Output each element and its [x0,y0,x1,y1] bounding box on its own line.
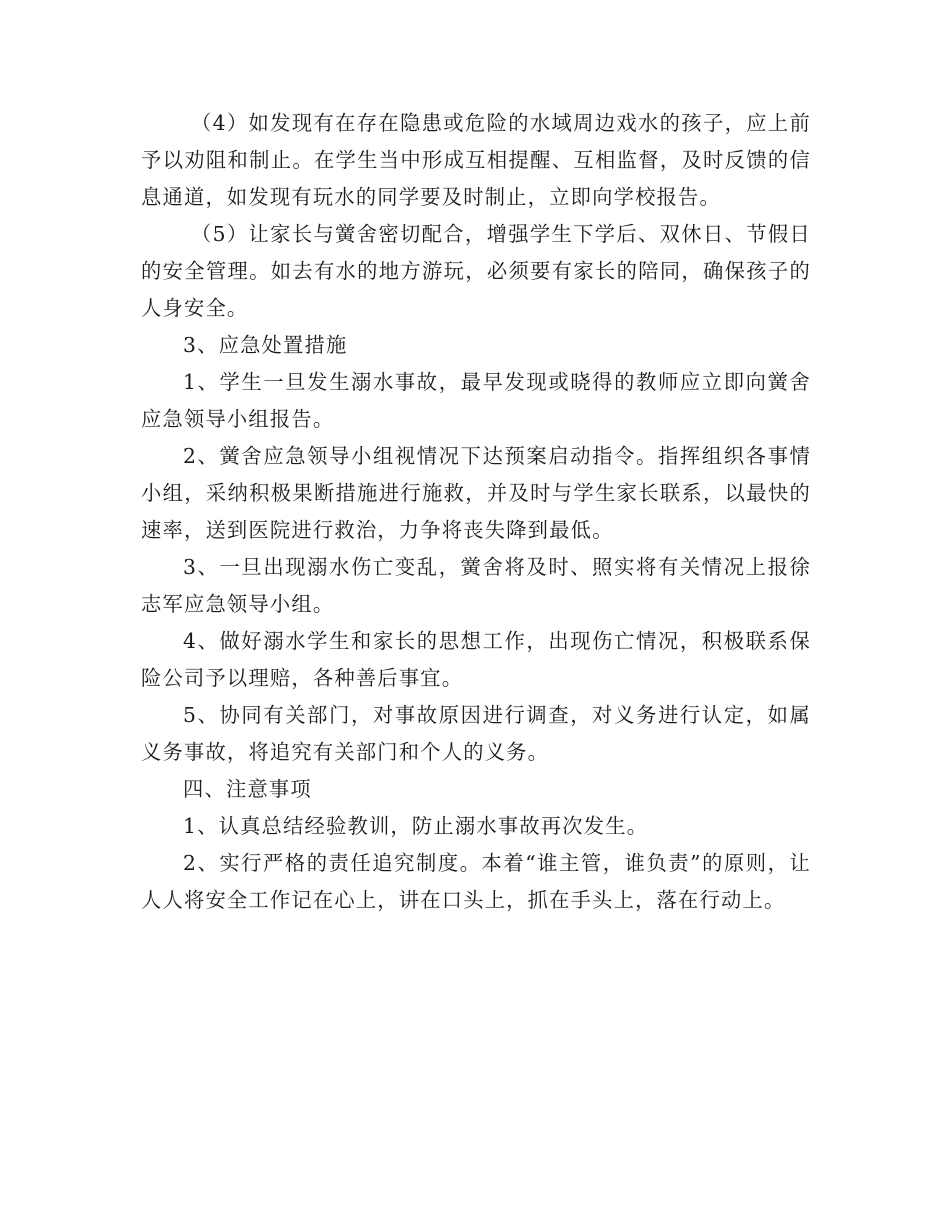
paragraph-measure-2: 2、黉舍应急领导小组视情况下达预案启动指令。指挥组织各事情小组，采纳积极果断措施进行施救，并及时与学生家长联系，以最快的速率，送到医院进行救治，力争将丧失降到最低。 [141,444,811,542]
paragraph-measure-5: 5、协同有关部门，对事故原因进行调查，对义务进行认定，如属义务事故，将追究有关部门和个人的义务。 [141,703,811,764]
paragraph-item-4: （4）如发现有在存在隐患或危险的水域周边戏水的孩子，应上前予以劝阻和制止。在学生当中形成互相提醒、互相监督，及时反馈的信息通道，如发现有玩水的同学要及时制止，立即向学校报告。 [141,111,811,209]
paragraph-measure-1: 1、学生一旦发生溺水事故，最早发现或晓得的教师应立即向黉舍应急领导小组报告。 [141,370,811,431]
paragraph-note-1: 1、认真总结经验教训，防止溺水事故再次发生。 [183,814,649,838]
section-heading-emergency-measures: 3、应急处置措施 [183,333,348,357]
document-body [141,105,811,919]
paragraph-measure-4: 4、做好溺水学生和家长的思想工作，出现伤亡情况，积极联系保险公司予以理赔，各种善后事宜。 [141,629,811,690]
paragraph-note-2: 2、实行严格的责任追究制度。本着“谁主管，谁负责”的原则，让人人将安全工作记在心上，讲在口头上，抓在手头上，落在行动上。 [141,851,811,912]
paragraph-measure-3: 3、一旦出现溺水伤亡变乱，黉舍将及时、照实将有关情况上报徐志军应急领导小组。 [141,555,811,616]
section-heading-notes: 四、注意事项 [183,777,312,801]
paragraph-item-5: （5）让家长与黉舍密切配合，增强学生下学后、双休日、节假日的安全管理。如去有水的地方游玩，必须要有家长的陪同，确保孩子的人身安全。 [141,222,811,320]
